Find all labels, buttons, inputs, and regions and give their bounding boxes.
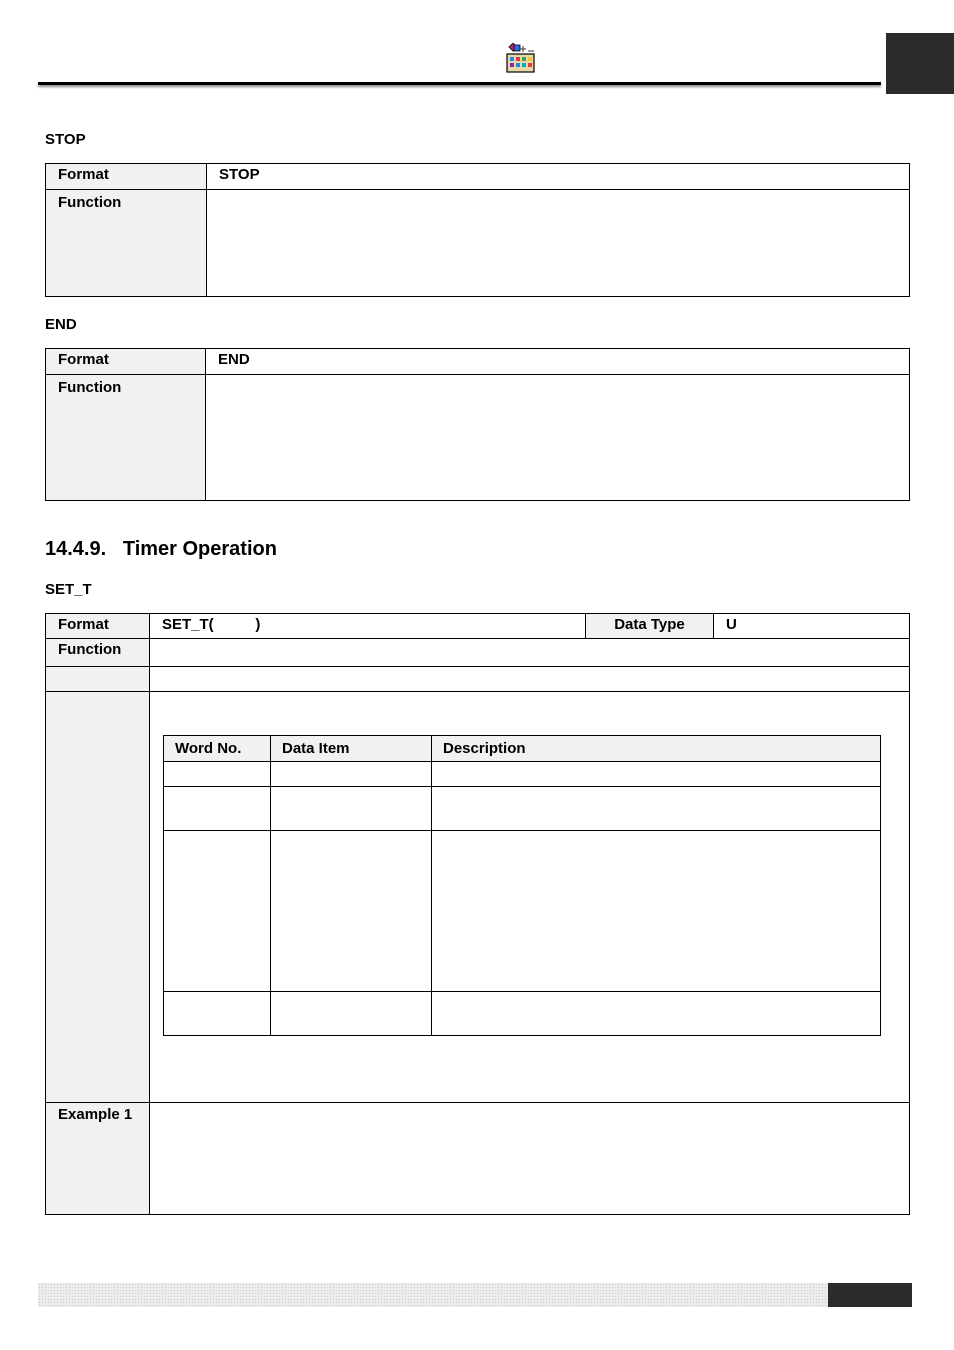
data-item-cell bbox=[271, 992, 432, 1036]
set-t-function-label: Function bbox=[46, 639, 150, 667]
end-function-text bbox=[206, 375, 910, 501]
footer-bar bbox=[38, 1283, 828, 1307]
set-t-data-type-label: Data Type bbox=[586, 614, 714, 639]
table-row bbox=[164, 762, 881, 787]
stop-table bbox=[45, 163, 910, 297]
end-table bbox=[45, 348, 910, 501]
set-t-format-value: SET_T( ) bbox=[150, 614, 586, 639]
set-t-format-label: Format bbox=[46, 614, 150, 639]
table-row bbox=[164, 992, 881, 1036]
end-function-label: Function bbox=[46, 375, 206, 501]
set-t-description-label bbox=[46, 692, 150, 1103]
table-row bbox=[164, 787, 881, 831]
description-cell bbox=[432, 787, 881, 831]
stop-format-label: Format bbox=[46, 164, 207, 190]
end-format-value: END bbox=[206, 349, 910, 375]
data-item-cell bbox=[271, 762, 432, 787]
table-row bbox=[164, 831, 881, 992]
data-item-cell bbox=[271, 831, 432, 992]
set-t-blank-value bbox=[150, 667, 910, 692]
end-heading: END bbox=[45, 316, 77, 333]
app-logo-icon bbox=[504, 43, 536, 73]
column-header-word-no: Word No. bbox=[164, 736, 271, 762]
description-cell bbox=[432, 992, 881, 1036]
section-title: 14.4.9. Timer Operation bbox=[45, 538, 277, 560]
data-item-cell bbox=[271, 787, 432, 831]
set-t-function-text bbox=[150, 639, 910, 667]
timer-words-table bbox=[163, 735, 881, 1036]
word-no-cell bbox=[164, 992, 271, 1036]
page-number-box bbox=[828, 1283, 912, 1307]
stop-function-label: Function bbox=[46, 190, 207, 297]
stop-heading: STOP bbox=[45, 131, 86, 148]
chapter-tab bbox=[886, 33, 954, 94]
column-header-data-item: Data Item bbox=[271, 736, 432, 762]
header-rule bbox=[38, 82, 881, 85]
stop-format-value: STOP bbox=[207, 164, 910, 190]
end-format-label: Format bbox=[46, 349, 206, 375]
stop-function-text bbox=[207, 190, 910, 297]
description-cell bbox=[432, 831, 881, 992]
word-no-cell bbox=[164, 831, 271, 992]
word-no-cell bbox=[164, 787, 271, 831]
set-t-example-label: Example 1 bbox=[46, 1103, 150, 1215]
set-t-heading: SET_T bbox=[45, 581, 92, 598]
column-header-description: Description bbox=[432, 736, 881, 762]
word-no-cell bbox=[164, 762, 271, 787]
description-cell bbox=[432, 762, 881, 787]
set-t-data-type-value: U bbox=[714, 614, 910, 639]
set-t-example-text bbox=[150, 1103, 910, 1215]
set-t-blank-label bbox=[46, 667, 150, 692]
